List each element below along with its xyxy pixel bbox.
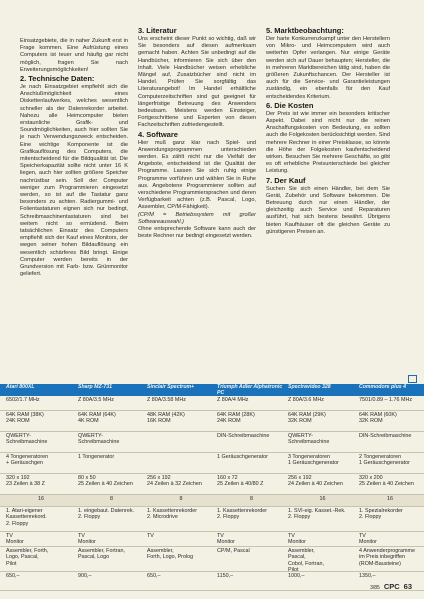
table-cell: Assembler, Forth, Logo, Prolog <box>147 548 194 561</box>
section-body-7: Suchen Sie sich einen Händler, bei dem Sie Gerät, Zubehör und Software bekommen. Die Betreuung durch nur einen Händler, der gleichzeitig auch Service und Reparaturen ausführt, hat sich bestens bewährt. Übrigens bieten Kaufhäuser oft die gleichen Geräte zu günstigeren Preisen an. <box>266 185 390 235</box>
table-row <box>0 396 424 411</box>
table-cell: 160 x 72 25 Zeilen à 40/80 Z <box>217 475 264 488</box>
table-cell: 1350,– <box>359 573 376 579</box>
section-body-2: Je nach Einsatzgebiet empfiehlt sich die Anschlußmöglichkeit eines Diskettenlaufwerkes, welches wesentlich schneller als der Datenrekorder arbeitet. Nahezu alle Heimcomputer bieten erstaunliche Grafik- und Soundmöglichkeiten, auch hier sollten Sie je nach Verwendungszweck entscheiden. Eine wichtige Komponente ist die Grafikauflösung des Computers, die mitentscheidend für die Bildqualität ist. Die Speicherkapazität sollte nicht unter 16 K liegen, auch hier sollten größere Speicher nachrüstbar sein. Soll der Computer weniger zum Programmieren eingesetzt werden, so ist auf die Tastatur ganz besonders zu achten. Radiergummi- und Folientastaturen eignen sich nur bedingt, Schreibmaschinentastaturen sind bei weitem nicht so ermüdend. Beim tatsächlichen Einsatz des Computers empfiehlt sich der Kauf eines Monitors, der wegen seiner hohen Bildauflösung ein wesentlich schärferes Bild bringt. Einige Computer werden bereits in der Grundversion mit Farb- bzw. Grünmonitor geliefert. <box>20 84 128 278</box>
table-cell: 1 Tongenerator <box>78 454 115 460</box>
section-heading-7: 7. Der Kauf <box>266 175 306 185</box>
table-header-row <box>0 384 424 396</box>
section-body-4b: Ohne entsprechende Software kann auch der beste Rechner nur bedingt eingesetzt werden. <box>138 226 256 240</box>
issue-number: 3/85 <box>370 585 380 591</box>
table-cell: 16 <box>38 496 44 502</box>
table-cell: Assembler, Pascal, Cobol, Fortran, Pilot <box>288 548 324 574</box>
comparison-table <box>0 384 424 591</box>
intro-paragraph: Einsatzgebiete, die in naher Zukunft erst in Frage kommen. Eine Aufrüstung eines Computers ist teuer und häufig gar nicht möglich, fragen Sie nach Erweiterungsmöglichkeiten! <box>20 38 128 73</box>
section-heading-6: 6. Die Kosten <box>266 100 314 110</box>
table-cell: 6502/1.7 MHz <box>6 397 40 403</box>
table-cell: 3 Tongeneratoren 1 Geräuschgenerator <box>288 454 339 467</box>
table-cell: Assembler, Fortran, Pascal, Logo <box>78 548 126 561</box>
table-row <box>0 411 424 432</box>
table-cell: TV Monitor <box>217 533 235 546</box>
table-cell: DIN-Schreibmaschine <box>217 433 270 439</box>
table-row <box>0 572 424 591</box>
section-body-3: Uns erscheint dieser Punkt so wichtig, daß wir Sie besonders auf diesen aufmerksam gemacht haben. Achten Sie unbedingt auf die Handbücher, informieren Sie sich über den Inhalt. Viele Handbücher weisen erhebliche Mängel auf, Zusatzbücher sind nicht im Handel. Prüfen Sie sorgfältig das Literaturangebot! Im Handel erhältliche Computerzeitschriften sind gut geeignet für längerfristige Betreuung des Anwenders bedeutsam. Meistens werden Einsteiger, Fortgeschrittene und Experten von diesen Fachzeitschriften zufriedengestellt. <box>138 36 256 129</box>
table-cell: 80 x 50 25 Zeilen à 40 Zeichen <box>78 475 133 488</box>
table-cell: 16 <box>319 496 326 502</box>
table-cell: TV Monitor <box>359 533 377 546</box>
table-row <box>0 432 424 453</box>
table-marker-box <box>408 375 417 383</box>
table-row <box>0 474 424 495</box>
table-cell: Z 80A/4 MHz <box>217 397 249 403</box>
table-cell: 48K RAM (42K) 16K ROM <box>147 412 185 425</box>
table-row <box>0 453 424 474</box>
table-cell: QWERTY- Schreibmaschine <box>6 433 48 446</box>
table-cell: 16 <box>387 496 393 502</box>
section-heading-5: 5. Marktbeobachtung: <box>266 26 344 35</box>
table-cell: 64K RAM (29K) 32K ROM <box>288 412 326 425</box>
table-cell: 320 x 192 23 Zeilen à 38 Z <box>6 475 45 488</box>
table-header-cell: Commodore plus 4 <box>359 384 406 390</box>
table-cell: 2 Tongeneratoren 1 Geräuschgenerator <box>359 454 410 467</box>
table-cell: 650,– <box>147 573 161 579</box>
table-header-cell: Sinclair Spectrum+ <box>147 384 195 390</box>
section-body-6: Der Preis ist wie immer ein besonders kritischer Aspekt. Dabei sind nicht nur die reinen Anschaffungskosten von Bedeutung, es sollten auch die Folgekosten berücksichtigt werden. Sind mehrere Rechner in einer Preisklasse, so könnte die Höhe der Folgekosten kaufentscheidend wirken. Besuchen Sie mehrere Geschäfte, so gibt es oft erhebliche Preisunterschiede bei gleicher Leistung. <box>266 110 390 175</box>
table-row <box>0 547 424 572</box>
section-heading-3: 3. Literatur <box>138 26 177 35</box>
table-header-cell: Sharp MZ-731 <box>78 384 113 390</box>
table-row <box>0 495 424 507</box>
table-cell: CP/M, Pascal <box>217 548 250 554</box>
table-cell: 8 <box>110 496 113 502</box>
table-row <box>0 507 424 532</box>
text-column-3 <box>266 26 390 236</box>
table-cell: Z 80A/3.5 MHz <box>78 397 114 403</box>
table-cell: Assembler, Forth, Logo, Pascal, Pilot <box>6 548 49 567</box>
table-cell: 1. SVI-eig. Kasset.-Rek. 2. Floppy <box>288 508 346 521</box>
page-footer <box>366 582 412 591</box>
table-cell: 256 x 192 24 Zeilen à 40 Zeichen <box>288 475 343 488</box>
table-row <box>0 532 424 547</box>
table-cell: TV Monitor <box>78 533 96 546</box>
magazine-name: CPC <box>383 582 400 591</box>
text-column-2 <box>138 26 256 240</box>
table-cell: 64K RAM (64K) 4K ROM <box>78 412 116 425</box>
table-cell: 1. Spezialrekorder 2. Floppy <box>359 508 403 521</box>
table-cell: 8 <box>250 496 253 502</box>
table-header-cell: Spectravideo 328 <box>288 384 331 390</box>
table-cell: Z 80A/3.58 MHz <box>147 397 186 403</box>
table-cell: TV <box>147 533 154 539</box>
table-cell: 650,– <box>6 573 20 579</box>
table-cell: DIN-Schreibmaschine <box>359 433 412 439</box>
table-cell: 1. eingebaut. Datenrek. 2. Floppy <box>78 508 135 521</box>
table-cell: TV Monitor <box>288 533 306 546</box>
table-header-cell: Atari 800XL <box>6 384 35 390</box>
table-cell: TV Monitor <box>6 533 24 546</box>
table-cell: 900,– <box>78 573 92 579</box>
table-cell: QWERTY- Schreibmaschine <box>288 433 330 446</box>
table-cell: 4 Anwenderprogramme im Preis inbegriffen (ROM-Bausteine) <box>359 548 416 567</box>
table-header-cell: Triumph Adler Alphatronic PC <box>217 384 283 396</box>
table-cell: 320 x 200 25 Zeilen à 40 Zeichen <box>359 475 414 488</box>
section-heading-2: 2. Technische Daten: <box>20 74 95 84</box>
table-cell: 1 Geräuschgenerator <box>217 454 268 460</box>
text-column-1 <box>20 38 128 279</box>
table-cell: 1000,– <box>288 573 305 579</box>
table-cell: 7501/0.89 – 1.76 MHz <box>359 397 413 403</box>
section-heading-4: 4. Software <box>138 129 178 139</box>
table-cell: Z 80A/3.6 MHz <box>288 397 324 403</box>
table-cell: 64K RAM (28K) 24K ROM <box>217 412 255 425</box>
table-cell: 4 Tongeneratoren + Geräuschgen <box>6 454 49 467</box>
table-cell: 1150,– <box>217 573 234 579</box>
table-cell: 64K RAM (38K) 24K ROM <box>6 412 44 425</box>
table-cell: 8 <box>179 496 183 502</box>
section-body-4: Hier muß ganz klar nach Spiel- und Anwendungsprogrammen unterschieden werden. Es zählt nicht nur die Vielfalt der Angebote, entscheidend ist die Qualität der Programme. Lassen Sie sich ruhig einige Programme vorführen und wählen Sie in Ruhe aus. Angebotene Programmierer sollten auf verschiedene Programmiersprachen und deren Verfügbarkeit achten (z.B. Pascal, Logo, Assembler, CP/M-Fähigkeit). <box>138 139 256 211</box>
section-body-5: Der harte Konkurrenzkampf unter den Herstellern von Mikro- und Heimcomputern wird auch weiterhin Opfer verlangen. Nur einige Geräte werden sich auf Dauer behaupten; Hersteller, die in mehreren Marktbereichen tätig sind, haben die größeren Zukunftschancen. Der Hersteller ist auch für die Service- und Garantieleistungen zuständig, ein ebenfalls für den Kauf entscheidendes Kriterium. <box>266 36 390 100</box>
page-number: 63 <box>403 582 412 591</box>
table-body <box>0 396 424 591</box>
table-cell: 256 x 192 24 Zeilen à 32 Zeichen <box>147 475 202 488</box>
table-cell: QWERTY- Schreibmaschine <box>78 433 120 446</box>
table-cell: 1. Kassettenrekorder 2. Floppy <box>217 508 268 521</box>
cpm-note: (CP/M = Betriebssystem mit großer Softwareauswahl.) <box>138 211 256 225</box>
table-cell: 1. Kassettenrekorder 2. Microdrive <box>147 508 198 521</box>
table-cell: 1. Atari-eigener Kassettenrekord. 2. Floppy <box>6 508 47 527</box>
table-cell: 64K RAM (60K) 32K ROM <box>359 412 397 425</box>
